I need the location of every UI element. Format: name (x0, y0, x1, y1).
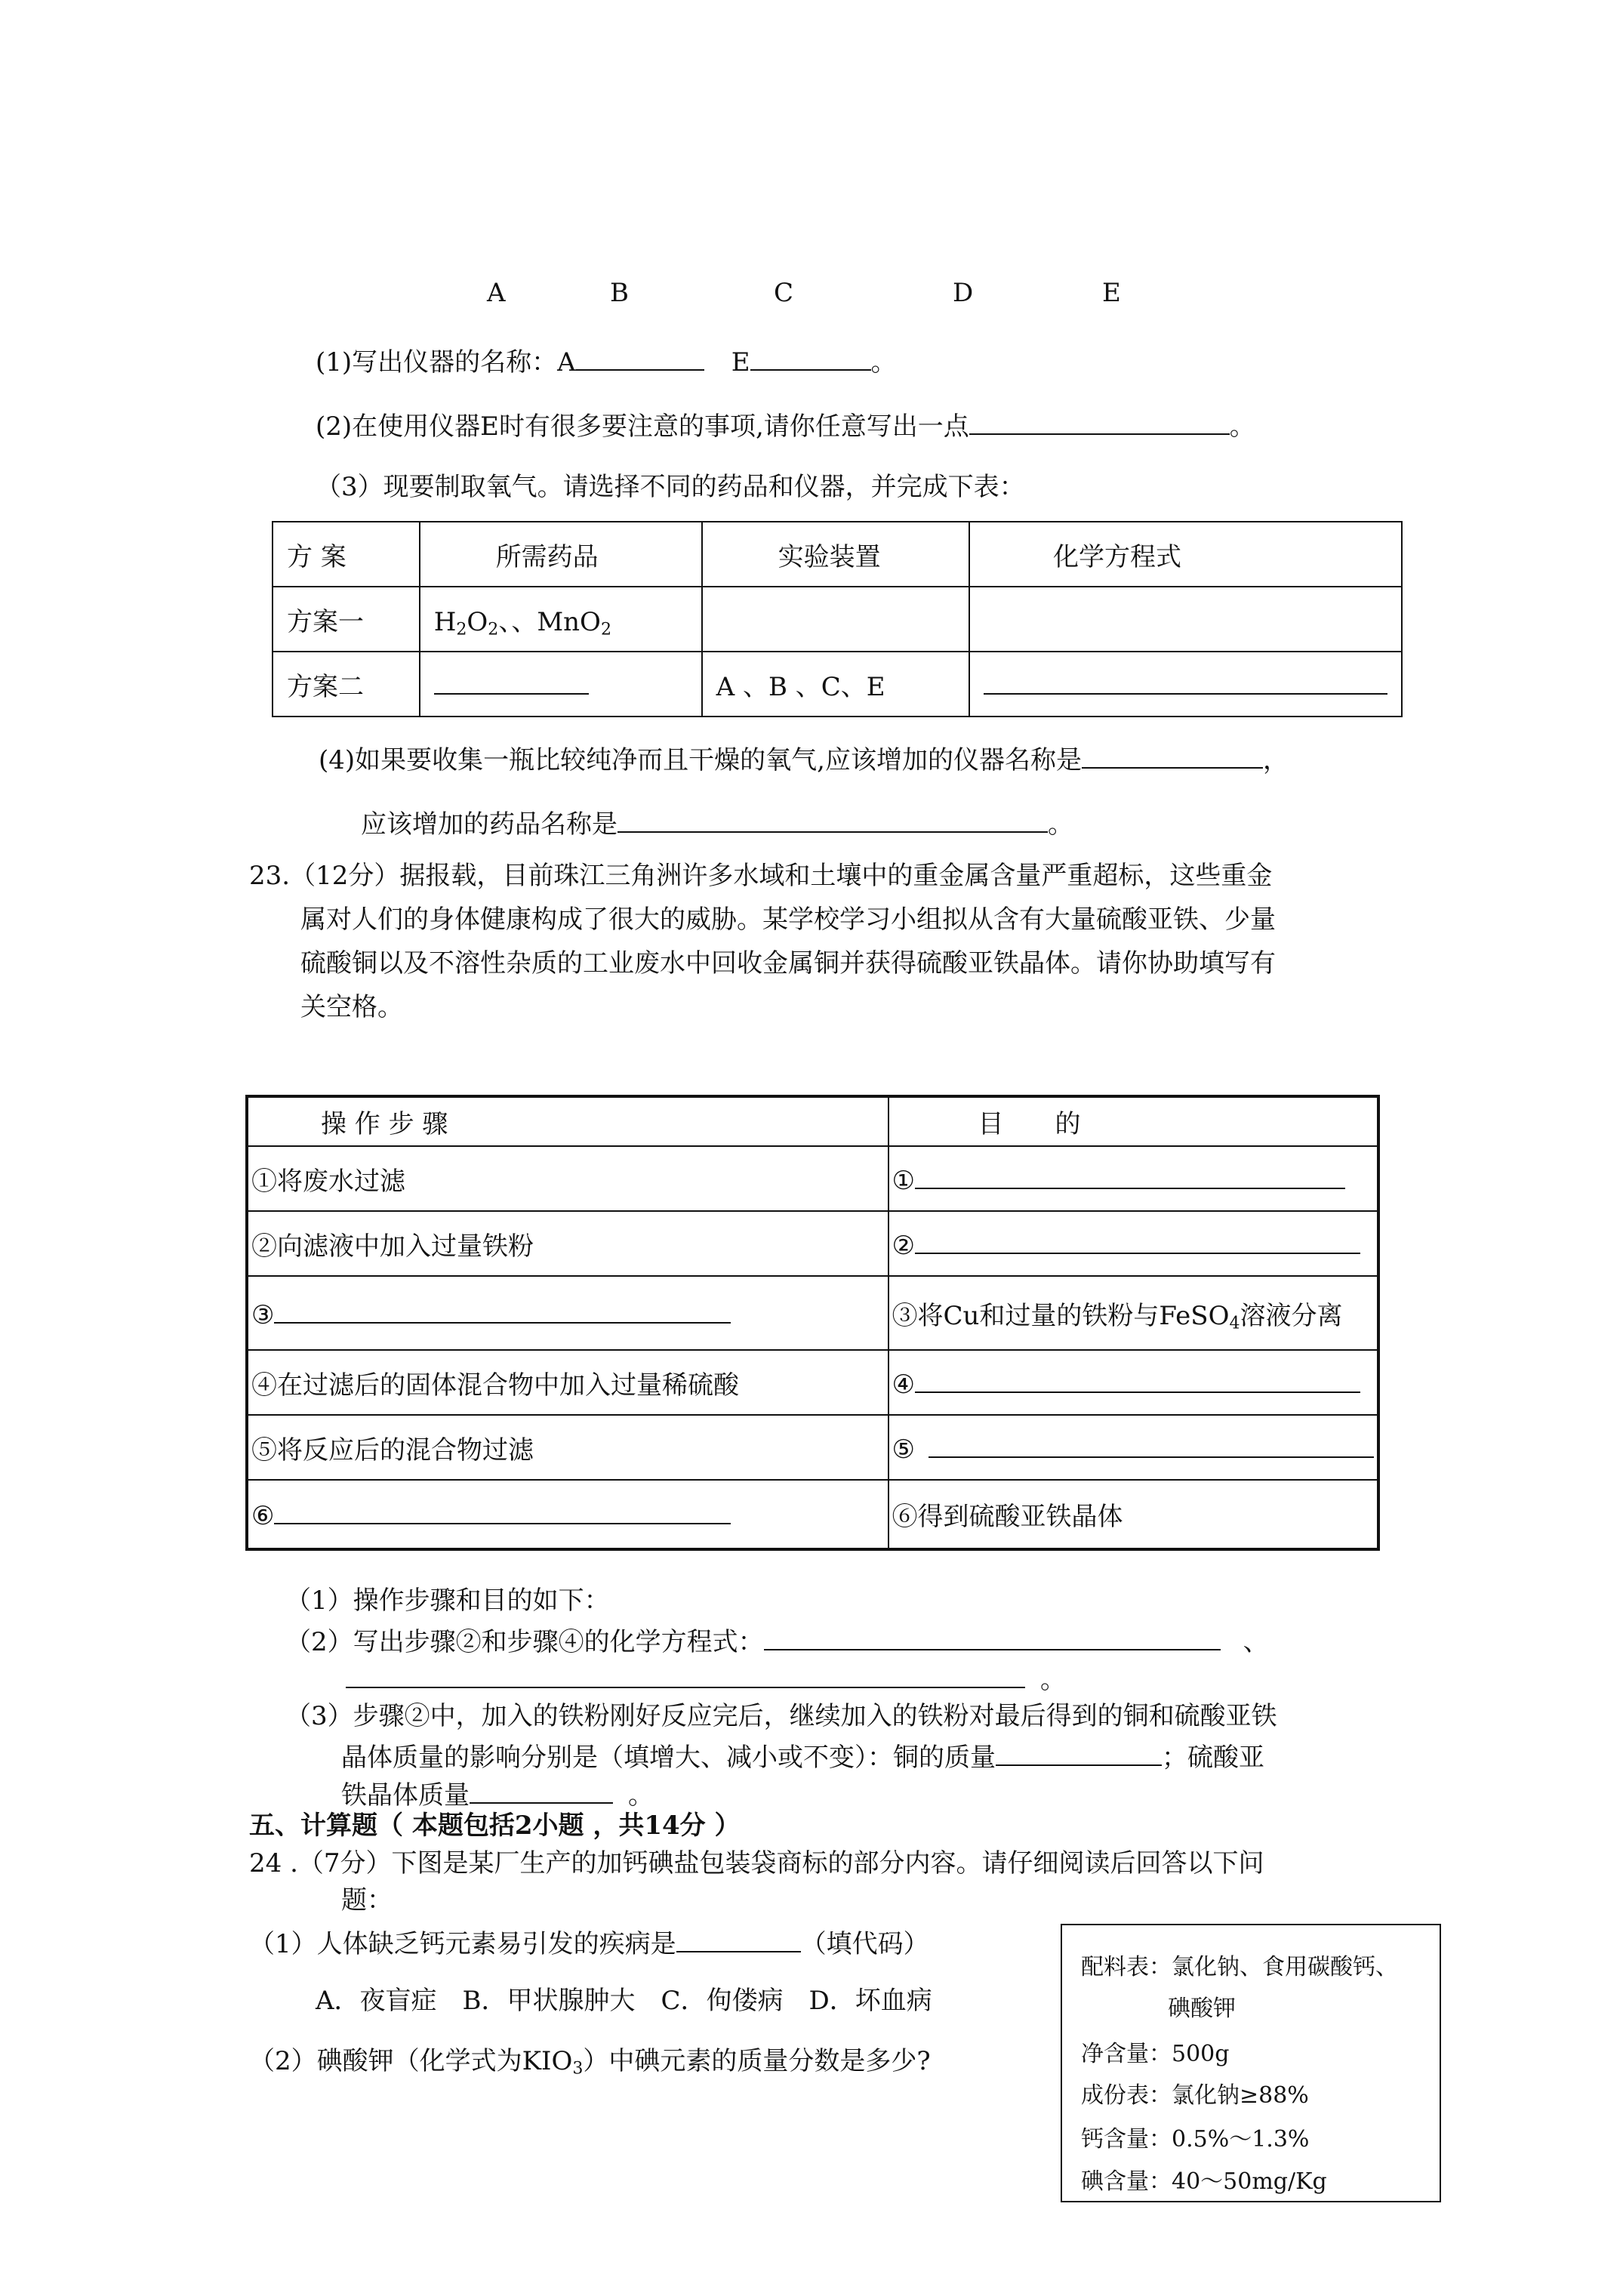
purpose-cell: ④ (888, 1350, 1378, 1415)
step-cell: ③ (247, 1276, 888, 1350)
label-line: 净含量：500g (1081, 2041, 1230, 2067)
answer-blank[interactable] (750, 344, 871, 371)
step-cell: ⑥ (247, 1480, 888, 1549)
table-row (273, 587, 1402, 652)
q23-intro-line: 关空格。 (300, 992, 403, 1022)
step-cell: ④在过滤后的固体混合物中加入过量稀硫酸 (247, 1350, 888, 1415)
table-row (247, 1211, 1378, 1276)
apparatus-cell[interactable] (702, 587, 969, 652)
table-header: 所需药品 (420, 522, 702, 587)
purpose-cell: ⑤ (888, 1415, 1378, 1480)
procedure-table (245, 1095, 1380, 1551)
label-line: 配料表：氯化钠、食用碳酸钙、 (1081, 1954, 1398, 1980)
q23-s3-line: 晶体质量的影响分别是（填增大、减小或不变）：铜的质量 ；硫酸亚 (341, 1739, 1264, 1774)
section-title: 五、计算题（ 本题包括2小题 ，共14分 ） (249, 1811, 741, 1841)
answer-blank[interactable] (915, 1227, 1360, 1254)
answer-blank[interactable] (969, 408, 1230, 435)
q22-part2: (2)在使用仪器E时有很多要注意的事项,请你任意写出一点 。 (316, 408, 1255, 442)
figure-label-a: A (487, 278, 506, 308)
answer-blank[interactable] (676, 1925, 801, 1952)
reagents-cell (420, 652, 702, 717)
oxygen-plan-table (272, 521, 1403, 717)
purpose-cell: ① (888, 1146, 1378, 1211)
table-header-row (273, 522, 1402, 587)
q22-part4b: 应该增加的药品名称是 。 (361, 806, 1073, 840)
table-header: 实验装置 (702, 522, 969, 587)
answer-blank[interactable] (617, 806, 1048, 833)
answer-blank[interactable] (996, 1739, 1162, 1766)
table-header: 化学方程式 (969, 522, 1402, 587)
table-header: 目 的 (888, 1096, 1378, 1146)
q23-intro-line: 23.（12分）据报载，目前珠江三角洲许多水域和土壤中的重金属含量严重超标，这些重金 (249, 861, 1273, 891)
table-row (273, 652, 1402, 717)
q23-s3-line: （3）步骤②中，加入的铁粉刚好反应完后，继续加入的铁粉对最后得到的铜和硫酸亚铁 (285, 1701, 1277, 1731)
table-header-row (247, 1096, 1378, 1146)
q23-s2-line2: 。 (346, 1661, 1066, 1696)
answer-blank[interactable] (576, 344, 704, 371)
q23-intro-line: 属对人们的身体健康构成了很大的威胁。某学校学习小组拟从含有大量硫酸亚铁、少量 (300, 905, 1276, 935)
table-row (247, 1146, 1378, 1211)
q24-s2: （2）碘酸钾（化学式为$KIO_3$）中碘元素的质量分数是多少? (249, 2046, 931, 2079)
q22-part4: (4)如果要收集一瓶比较纯净而且干燥的氧气,应该增加的仪器名称是 ， (319, 741, 1289, 776)
q22-part3: （3）现要制取氧气。请选择不同的药品和仪器，并完成下表： (316, 472, 1025, 502)
step-cell: ⑤将反应后的混合物过滤 (247, 1415, 888, 1480)
q23-intro-line: 硫酸铜以及不溶性杂质的工业废水中回收金属铜并获得硫酸亚铁晶体。请你协助填写有 (300, 948, 1276, 978)
step-cell: ①将废水过滤 (247, 1146, 888, 1211)
q24-intro-2: 题： (341, 1885, 393, 1915)
answer-blank[interactable] (470, 1777, 613, 1804)
table-row (247, 1415, 1378, 1480)
equation-cell (969, 652, 1402, 717)
table-row (247, 1276, 1378, 1350)
table-header: 方 案 (273, 522, 420, 587)
purpose-cell: ② (888, 1211, 1378, 1276)
step-cell: ②向滤液中加入过量铁粉 (247, 1211, 888, 1276)
answer-blank[interactable] (434, 667, 589, 695)
q23-s3-line: 铁晶体质量 。 (341, 1777, 654, 1811)
q24-intro: 24 .（7分）下图是某厂生产的加钙碘盐包装袋商标的部分内容。请仔细阅读后回答以下问 (249, 1848, 1264, 1878)
plan-name: 方案二 (273, 652, 420, 717)
figure-label-b: B (610, 278, 629, 308)
q23-s1: （1）操作步骤和目的如下： (285, 1586, 610, 1616)
answer-blank[interactable] (915, 1162, 1345, 1189)
answer-blank[interactable] (915, 1366, 1360, 1393)
table-row (247, 1480, 1378, 1549)
table-header: 操 作 步 骤 (247, 1096, 888, 1146)
reagents-cell: $H_2O_2$、、MnO$_2$ (420, 587, 702, 652)
plan-name: 方案一 (273, 587, 420, 652)
label-line: 钙含量：0.5%～1.3% (1081, 2126, 1310, 2153)
answer-blank[interactable] (274, 1497, 731, 1524)
figure-label-e: E (1102, 278, 1121, 308)
q22-part1: (1)写出仪器的名称：A E 。 (316, 344, 897, 378)
label-line: 成份表：氯化钠≥88% (1081, 2082, 1309, 2109)
q24-options: A．夜盲症 B．甲状腺肿大 C．佝偻病 D．坏血病 (316, 1986, 932, 2016)
answer-blank[interactable] (346, 1661, 1025, 1688)
equation-cell[interactable] (969, 587, 1402, 652)
figure-label-c: C (774, 278, 794, 308)
q24-s1: （1）人体缺乏钙元素易引发的疾病是 （填代码） (249, 1925, 929, 1960)
purpose-cell: ③将Cu和过量的铁粉与FeSO$_4$溶液分离 (888, 1276, 1378, 1350)
label-line: 碘酸钾 (1168, 1996, 1236, 2022)
salt-label-box (1061, 1924, 1441, 2202)
answer-blank[interactable] (984, 667, 1387, 695)
answer-blank[interactable] (274, 1296, 731, 1324)
label-line: 碘含量：40～50mg/Kg (1081, 2168, 1327, 2195)
answer-blank[interactable] (764, 1623, 1221, 1650)
apparatus-cell: A 、B 、C、E (702, 652, 969, 717)
figure-label-d: D (953, 278, 974, 308)
q23-s2: （2）写出步骤②和步骤④的化学方程式： 、 (285, 1623, 1269, 1658)
table-row (247, 1350, 1378, 1415)
answer-blank[interactable] (1082, 741, 1263, 769)
purpose-cell: ⑥得到硫酸亚铁晶体 (888, 1480, 1378, 1549)
answer-blank[interactable] (929, 1431, 1374, 1458)
